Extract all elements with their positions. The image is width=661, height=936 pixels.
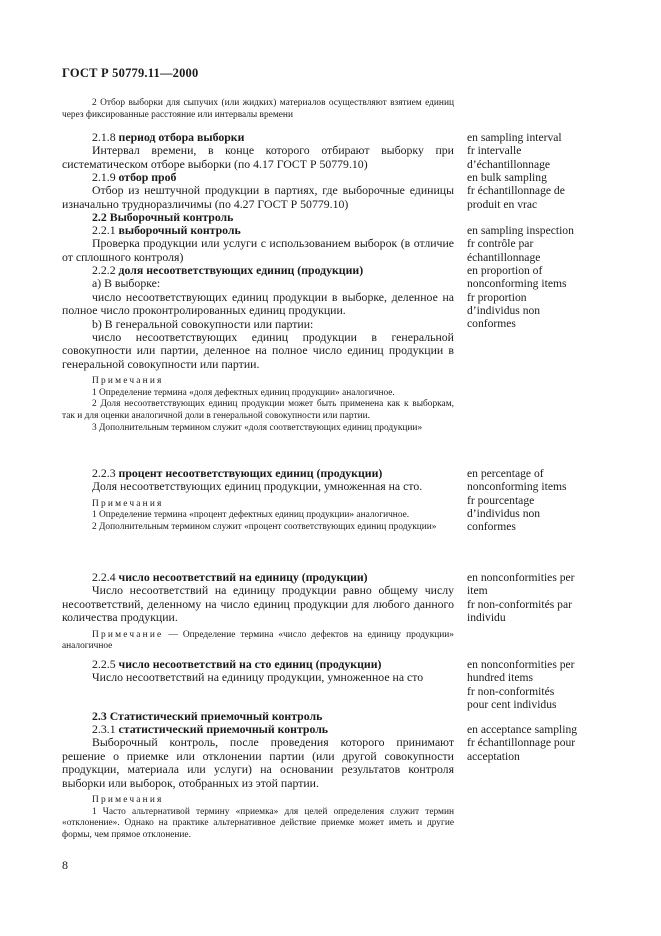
term-name: число несоответствий на сто единиц (продукции) bbox=[118, 657, 382, 671]
term-definition: Доля несоответствующих единиц продукции, умноженная на сто. bbox=[92, 479, 423, 494]
section-heading-2-2: 2.2 Выборочный контроль bbox=[92, 210, 234, 224]
term-definition: Число несоответствий на единицу продукции, умноженное на сто bbox=[92, 670, 424, 685]
item-b-label: b) В генеральной совокупности или партии: bbox=[92, 316, 314, 331]
note-1: 1 Определение термина «доля дефектных единиц продукции» аналогичное. bbox=[92, 387, 395, 398]
term-2-2-1 bbox=[62, 224, 454, 264]
term-name: выборочный контроль bbox=[118, 223, 241, 237]
equivalents-2-2-1: en sampling inspection fr contrôle par échantillonnage bbox=[467, 224, 574, 264]
notes-title: Примечания bbox=[92, 376, 164, 387]
note-2: 2 Доля несоответствующих единиц продукции может быть применена как к выборкам, так и для оценки аналогичной доли в генеральной совокупности или партии. bbox=[62, 399, 454, 422]
equivalents-2-2-5: en nonconformities per hundred items fr non-conformités pour cent individus bbox=[467, 658, 575, 711]
equivalents-2-1-9: en bulk sampling fr échantillonnage de produit en vrac bbox=[467, 171, 565, 211]
page-number: 8 bbox=[62, 858, 68, 872]
item-a-text: число несоответствующих единиц продукции в выборке, деленное на полное число проконтролированных единиц продукции. bbox=[62, 289, 454, 318]
term-heading: 2.1.8 период отбора выборки bbox=[92, 130, 245, 144]
equivalents-2-2-2: en proportion of nonconforming items fr proportion d’individus non conformes bbox=[467, 264, 567, 331]
equivalents-2-2-4: en nonconformities per item fr non-conformités par individu bbox=[467, 571, 575, 624]
top-note: 2 Отбор выборки для сыпучих (или жидких) материалов осуществляют взятием единиц через фиксированные расстояние или интервалы времени bbox=[62, 98, 454, 120]
term-definition: Число несоответствий на единицу продукции равно общему числу несоответствий, деленному на число единиц продукции для любого данного количества продукции. bbox=[62, 583, 454, 625]
term-definition: Выборочный контроль, после проведения которого принимают решение о приемке или отклонении партии (или другой совокупности продукции, материала или услуги) на основании результатов контроля выборки или выборок, отобранных из этой партии. bbox=[62, 735, 454, 790]
notes-title: Примечания bbox=[92, 498, 164, 509]
note-label: Примечание bbox=[92, 629, 164, 640]
note-1: 1 Определение термина «процент дефектных единиц продукции» аналогичное. bbox=[92, 510, 410, 521]
term-name: период отбора выборки bbox=[118, 130, 245, 144]
term-2-2-4 bbox=[62, 571, 454, 653]
term-name: статистический приемочный контроль bbox=[118, 722, 329, 736]
notes-title: Примечания bbox=[92, 795, 164, 806]
term-name: процент несоответствующих единиц (продукции) bbox=[118, 466, 383, 480]
term-heading: 2.3.1 статистический приемочный контроль bbox=[92, 722, 329, 736]
term-name: число несоответствий на единицу (продукции) bbox=[118, 570, 368, 584]
note-1: 1 Часто альтернативой термину «приемка» для целей определения служит термин «отклонение». Однако на практике альтернативное действие приемке может иметь и другие формы, чем прямое отклонение. bbox=[62, 806, 454, 840]
term-2-2-3 bbox=[62, 467, 454, 534]
item-b-text: число несоответствующих единиц продукции в генеральной совокупности или партии, деленное на полное число единиц продукции в генеральной совокупности или партии. bbox=[62, 330, 454, 371]
term-heading: 2.2.1 выборочный контроль bbox=[92, 223, 241, 237]
term-2-1-8 bbox=[62, 131, 454, 171]
term-name: доля несоответствующих единиц (продукции) bbox=[118, 263, 364, 277]
note-3: 3 Дополнительным термином служит «доля соответствующих единиц продукции» bbox=[92, 422, 423, 433]
term-2-1-9 bbox=[62, 171, 454, 211]
equivalents-2-3-1: en acceptance sampling fr échantillonnage pour acceptation bbox=[467, 723, 578, 763]
term-definition: Интервал времени, в конце которого отбирают выборку при систематическом отборе выборки (по 4.17 ГОСТ Р 50779.10) bbox=[62, 143, 454, 171]
term-2-2-5 bbox=[62, 658, 454, 685]
document-header: ГОСТ Р 50779.11—2000 bbox=[62, 66, 199, 80]
term-heading: 2.2.3 процент несоответствующих единиц (продукции) bbox=[92, 466, 383, 480]
term-heading: 2.2.4 число несоответствий на единицу (продукции) bbox=[92, 570, 368, 584]
term-2-2-2 bbox=[62, 264, 454, 434]
term-definition: Проверка продукции или услуги с использованием выборок (в отличие от сплошного контроля) bbox=[62, 236, 454, 264]
equivalents-2-2-3: en percentage of nonconforming items fr pourcentage d’individus non conformes bbox=[467, 467, 567, 534]
item-a-label: a) В выборке: bbox=[92, 276, 161, 291]
section-heading-2-3: 2.3 Статистический приемочный контроль bbox=[92, 709, 323, 723]
note: Примечание — Определение термина «число дефектов на единицу продукции» аналогичное bbox=[62, 629, 454, 652]
term-heading: 2.2.2 доля несоответствующих единиц (продукции) bbox=[92, 263, 364, 277]
equivalents-2-1-8: en sampling interval fr intervalle d’échantillonnage bbox=[467, 131, 562, 171]
term-heading: 2.1.9 отбор проб bbox=[92, 170, 177, 184]
note-2: 2 Дополнительным термином служит «процент соответствующих единиц продукции» bbox=[92, 522, 437, 532]
term-definition: Отбор из нештучной продукции в партиях, где выборочные единицы изначально трудноразличимы (по 4.27 ГОСТ Р 50779.10) bbox=[62, 183, 454, 211]
term-heading: 2.2.5 число несоответствий на сто единиц (продукции) bbox=[92, 657, 382, 671]
term-name: отбор проб bbox=[118, 170, 177, 184]
term-2-3-1 bbox=[62, 723, 454, 841]
